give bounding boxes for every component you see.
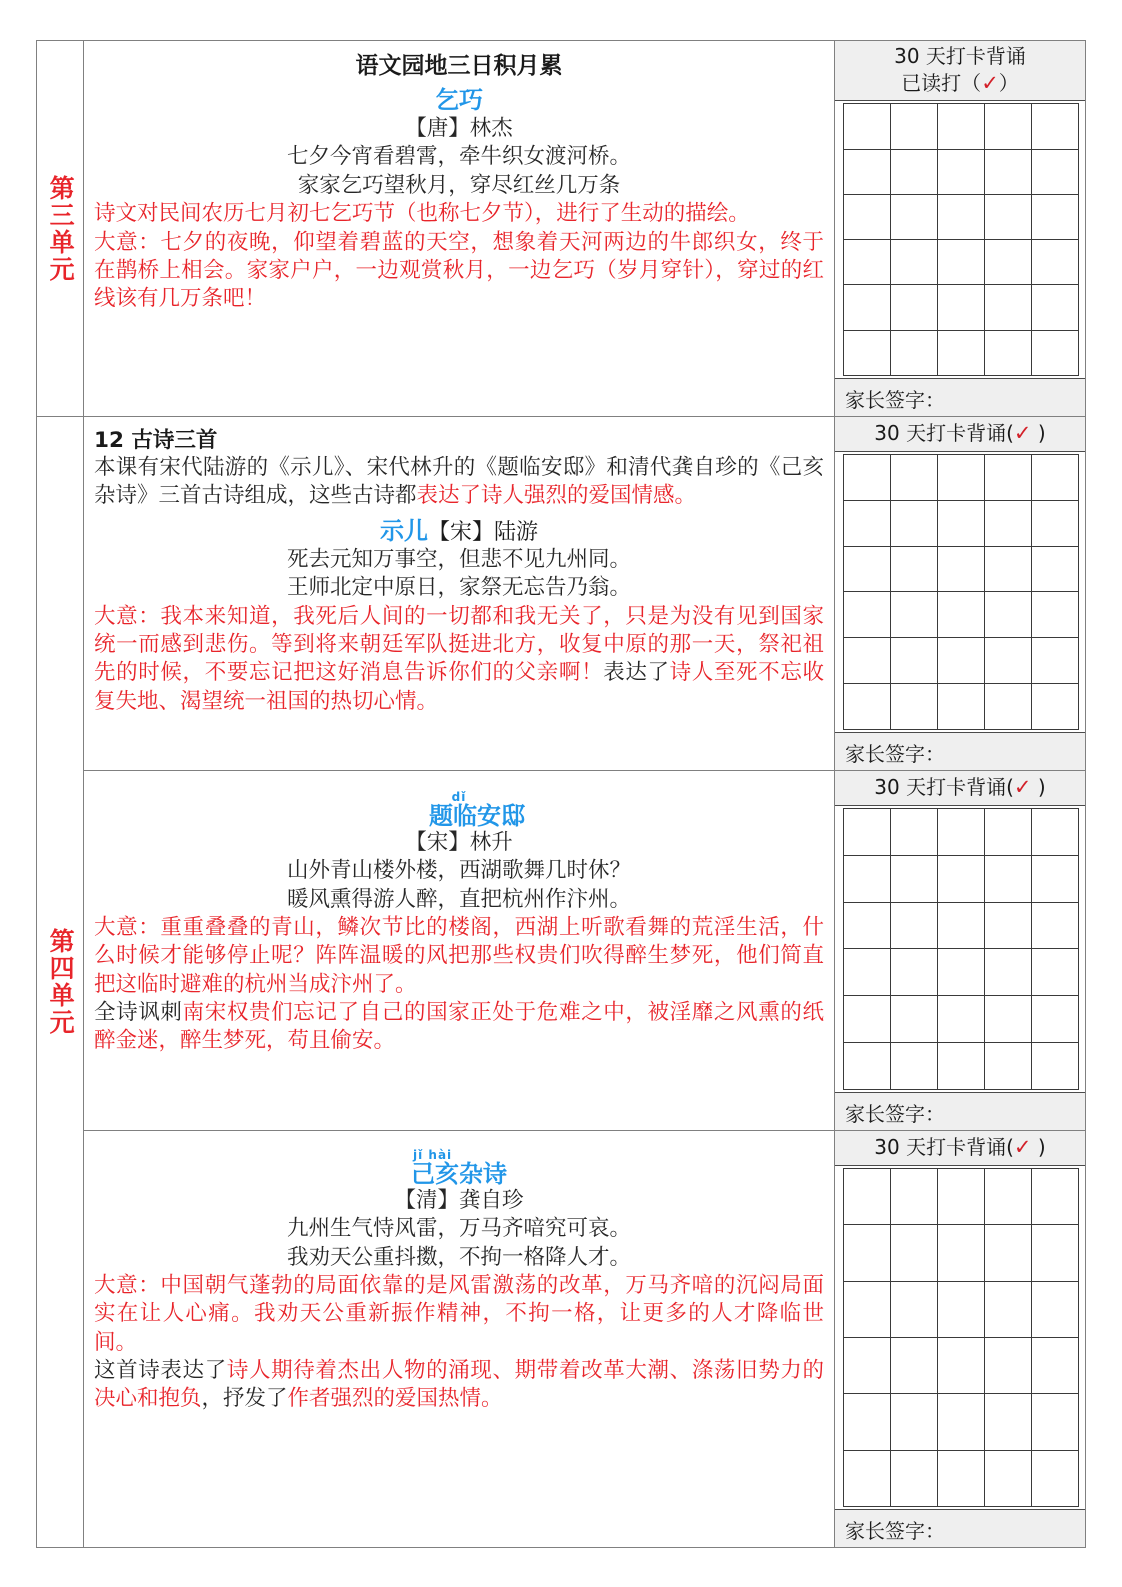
grid-cell[interactable] <box>844 809 891 856</box>
grid-cell[interactable] <box>1032 903 1079 950</box>
grid-cell[interactable] <box>985 1225 1032 1281</box>
grid-cell[interactable] <box>1032 455 1079 501</box>
grid-cell[interactable] <box>891 1338 938 1394</box>
grid-cell[interactable] <box>1032 684 1079 730</box>
tracker-header-1 <box>835 41 1085 101</box>
grid-cell[interactable] <box>938 331 985 376</box>
section2-meaning-red-1: 大意：我本来知道，我死后人间的一切都和我无关了，只是为没有见到国家统一而感到悲伤。等到将来朝廷军队挺进北方，收复中原的那一天，祭祀祖先的时候，不要忘记把这好消息告诉你们的父亲啊！ <box>94 603 824 686</box>
grid-cell[interactable] <box>938 547 985 593</box>
unit-cell-3 <box>37 41 83 417</box>
grid-cell[interactable] <box>891 638 938 684</box>
parent-signature-2[interactable]: 家长签字： <box>835 732 1085 770</box>
lesson-intro-red: 表达了诗人强烈的爱国情感。 <box>416 483 697 509</box>
section1-meaning: 大意：七夕的夜晚，仰望着碧蓝的天空，想象着天河两边的牛郎织女，终于在鹊桥上相会。家家户户，一边观赏秋月，一边乞巧（岁月穿针），穿过的红线该有几万条吧！ <box>94 229 824 312</box>
tracker-header-3-suffix: ) <box>1031 775 1046 799</box>
grid-cell[interactable] <box>938 455 985 501</box>
grid-cell[interactable] <box>891 150 938 195</box>
section3-comment-black: 全诗讽刺 <box>94 1000 183 1026</box>
check-icon: ✓ <box>981 70 999 95</box>
section4-poem-line-1: 九州生气恃风雷，万马齐喑究可哀。 <box>286 1216 631 1242</box>
grid-cell[interactable] <box>844 455 891 501</box>
tracker-grid-wrap-2 <box>835 452 1085 732</box>
section2-title-row <box>94 511 824 546</box>
section4-title-text <box>411 1162 507 1187</box>
grid-cell[interactable] <box>938 638 985 684</box>
tracker-block-1 <box>835 41 1085 417</box>
grid-cell[interactable] <box>844 240 891 285</box>
tracker-block-4 <box>835 1131 1085 1547</box>
grid-cell[interactable] <box>985 150 1032 195</box>
grid-cell[interactable] <box>891 1394 938 1450</box>
grid-cell[interactable] <box>891 195 938 240</box>
tracker-header-2 <box>835 417 1085 452</box>
grid-cell[interactable] <box>1032 809 1079 856</box>
grid-cell[interactable] <box>891 809 938 856</box>
section4-comment-black-2: ，抒发了 <box>201 1386 288 1412</box>
section3-meaning: 大意：重重叠叠的青山，鳞次节比的楼阁，西湖上听歌看舞的荒淫生活，什么时候才能够停止呢？阵阵温暖的风把那些权贵们吹得醉生梦死，他们简直把这临时避难的杭州当成汴州了。 <box>94 914 824 997</box>
grid-cell[interactable] <box>1032 547 1079 593</box>
content-column <box>84 41 835 1547</box>
unit-column <box>37 41 84 1547</box>
grid-cell[interactable] <box>844 195 891 240</box>
grid-cell[interactable] <box>844 592 891 638</box>
grid-cell[interactable] <box>938 856 985 903</box>
grid-cell[interactable] <box>844 331 891 376</box>
grid-cell[interactable] <box>1032 638 1079 684</box>
grid-cell[interactable] <box>1032 104 1079 149</box>
tracker-block-2 <box>835 417 1085 771</box>
tracker-grid-wrap-1 <box>835 101 1085 378</box>
grid-cell[interactable] <box>1032 240 1079 285</box>
grid-cell[interactable] <box>844 856 891 903</box>
grid-cell[interactable] <box>1032 1338 1079 1394</box>
section2-poem-line-2: 王师北定中原日，家祭无忘告乃翁。 <box>286 575 631 601</box>
grid-cell[interactable] <box>891 104 938 149</box>
tracker-grid-wrap-4 <box>835 1166 1085 1509</box>
grid-cell[interactable] <box>938 1338 985 1394</box>
section4-title-row <box>94 1149 824 1187</box>
grid-cell[interactable] <box>844 285 891 330</box>
tracker-header-1-prefix: 已读打（ <box>901 70 982 95</box>
section2-author: 【宋】陆游 <box>427 519 538 545</box>
grid-cell[interactable] <box>938 1451 985 1507</box>
tracker-header-2-suffix: ) <box>1031 421 1046 445</box>
section1-poem-line-2: 家家乞巧望秋月，穿尽红丝几万条 <box>297 172 621 198</box>
grid-cell[interactable] <box>938 903 985 950</box>
section4-comment <box>94 1357 824 1414</box>
grid-cell[interactable] <box>1032 856 1079 903</box>
tracker-grid-2[interactable] <box>843 454 1079 730</box>
grid-cell[interactable] <box>985 240 1032 285</box>
pinyin-jihai: jǐ hài <box>413 1148 453 1162</box>
grid-cell[interactable] <box>938 285 985 330</box>
section3-title-row <box>94 791 824 829</box>
grid-cell[interactable] <box>938 240 985 285</box>
grid-cell[interactable] <box>844 1338 891 1394</box>
section3-poem-title <box>411 790 525 830</box>
section1-poem-line-1: 七夕今宵看碧霄，牵牛织女渡河桥。 <box>286 144 631 170</box>
grid-cell[interactable] <box>938 996 985 1043</box>
grid-cell[interactable] <box>938 684 985 730</box>
grid-cell[interactable] <box>891 856 938 903</box>
check-icon: ✓ <box>1013 421 1032 445</box>
grid-cell[interactable] <box>891 501 938 547</box>
grid-cell[interactable] <box>844 996 891 1043</box>
grid-cell[interactable] <box>844 150 891 195</box>
unit-label-3: 第三单元 <box>46 174 76 283</box>
grid-cell[interactable] <box>985 949 1032 996</box>
grid-cell[interactable] <box>985 331 1032 376</box>
tracker-grid-1[interactable] <box>843 103 1079 376</box>
grid-cell[interactable] <box>985 996 1032 1043</box>
grid-cell[interactable] <box>985 1169 1032 1225</box>
grid-cell[interactable] <box>1032 1451 1079 1507</box>
grid-cell[interactable] <box>938 195 985 240</box>
grid-cell[interactable] <box>985 1394 1032 1450</box>
tracker-column <box>835 41 1085 1547</box>
grid-cell[interactable] <box>891 1225 938 1281</box>
check-icon: ✓ <box>1013 775 1032 799</box>
grid-cell[interactable] <box>938 809 985 856</box>
grid-cell[interactable] <box>844 1282 891 1338</box>
grid-cell[interactable] <box>844 949 891 996</box>
section-jihaizashi <box>84 1131 834 1547</box>
grid-cell[interactable] <box>938 1394 985 1450</box>
tracker-grid-3[interactable] <box>843 808 1079 1090</box>
grid-cell[interactable] <box>985 285 1032 330</box>
grid-cell[interactable] <box>844 1169 891 1225</box>
grid-cell[interactable] <box>844 1043 891 1090</box>
grid-cell[interactable] <box>1032 1282 1079 1338</box>
grid-cell[interactable] <box>1032 1394 1079 1450</box>
grid-cell[interactable] <box>1032 331 1079 376</box>
section4-title-pinyin-part: 己亥 <box>411 1160 459 1188</box>
section3-author: 【宋】林升 <box>405 829 513 855</box>
grid-cell[interactable] <box>985 1451 1032 1507</box>
section-shier <box>84 417 834 771</box>
grid-cell[interactable] <box>985 592 1032 638</box>
grid-cell[interactable] <box>1032 1169 1079 1225</box>
tracker-header-4 <box>835 1131 1085 1166</box>
grid-cell[interactable] <box>1032 996 1079 1043</box>
grid-cell[interactable] <box>985 195 1032 240</box>
tracker-header-4-suffix: ) <box>1031 1135 1046 1159</box>
tracker-header-3 <box>835 771 1085 806</box>
section4-meaning: 大意：中国朝气蓬勃的局面依靠的是风雷激荡的改革，万马齐喑的沉闷局面实在让人心痛。我劝天公重新振作精神，不拘一格，让更多的人才降临世间。 <box>94 1272 824 1355</box>
section2-poem-title: 示儿 <box>379 516 428 545</box>
check-icon: ✓ <box>1013 1135 1032 1159</box>
section-qiqiao <box>84 41 834 417</box>
pinyin-di: dǐ <box>451 790 467 804</box>
grid-cell[interactable] <box>938 104 985 149</box>
grid-cell[interactable] <box>1032 150 1079 195</box>
section1-author: 【唐】林杰 <box>405 116 513 141</box>
unit-cell-4 <box>37 417 83 1547</box>
section4-title-rest: 杂诗 <box>459 1160 507 1188</box>
grid-cell[interactable] <box>985 903 1032 950</box>
section1-note: 诗文对民间农历七月初七乞巧节（也称七夕节），进行了生动的描绘。 <box>94 201 750 227</box>
grid-cell[interactable] <box>891 331 938 376</box>
grid-cell[interactable] <box>891 240 938 285</box>
grid-cell[interactable] <box>891 1043 938 1090</box>
grid-cell[interactable] <box>1032 195 1079 240</box>
lesson-intro-black: 本课有宋代陆游的《示儿》、宋代林升的《题临安邸》和清代龚自珍的《己亥杂诗》三首古诗组成，这些古诗都 <box>94 455 824 509</box>
section3-title-text <box>411 802 525 830</box>
tracker-header-4-prefix: 30 天打卡背诵( <box>874 1135 1014 1159</box>
grid-cell[interactable] <box>891 1451 938 1507</box>
section2-poem-line-1: 死去元知万事空，但悲不见九州同。 <box>286 546 631 572</box>
grid-cell[interactable] <box>938 1225 985 1281</box>
parent-signature-1[interactable]: 家长签字： <box>835 378 1085 416</box>
grid-cell[interactable] <box>891 949 938 996</box>
parent-signature-4[interactable]: 家长签字： <box>835 1509 1085 1547</box>
grid-cell[interactable] <box>938 1169 985 1225</box>
grid-cell[interactable] <box>891 1169 938 1225</box>
lesson-intro <box>94 454 824 511</box>
grid-cell[interactable] <box>985 1282 1032 1338</box>
tracker-header-1-line2 <box>837 70 1083 97</box>
tracker-header-3-prefix: 30 天打卡背诵( <box>874 775 1014 799</box>
grid-cell[interactable] <box>985 638 1032 684</box>
tracker-block-3 <box>835 771 1085 1131</box>
grid-cell[interactable] <box>844 638 891 684</box>
grid-cell[interactable] <box>891 592 938 638</box>
section3-poem-line-1: 山外青山楼外楼，西湖歌舞几时休？ <box>286 858 631 884</box>
section2-meaning-red-2: 诗人至死不忘收复失地、渴望统一祖国的热切心情。 <box>94 660 824 714</box>
grid-cell[interactable] <box>891 455 938 501</box>
tracker-grid-wrap-3 <box>835 806 1085 1092</box>
grid-cell[interactable] <box>938 592 985 638</box>
grid-cell[interactable] <box>844 104 891 149</box>
grid-cell[interactable] <box>938 1043 985 1090</box>
section4-author: 【清】龚自珍 <box>394 1187 524 1213</box>
grid-cell[interactable] <box>891 1282 938 1338</box>
section2-meaning <box>94 603 824 717</box>
section1-poem-title: 乞巧 <box>435 86 483 114</box>
section3-comment <box>94 999 824 1056</box>
section3-title-prefix: 题临安 <box>429 802 501 830</box>
grid-cell[interactable] <box>1032 285 1079 330</box>
grid-cell[interactable] <box>938 949 985 996</box>
grid-cell[interactable] <box>891 996 938 1043</box>
section4-comment-red-1: 诗人期待着杰出人物的涌现、期带着改革大潮、涤荡旧势力的决心和抱负 <box>94 1358 824 1412</box>
grid-cell[interactable] <box>938 1282 985 1338</box>
tracker-grid-4[interactable] <box>843 1168 1079 1507</box>
grid-cell[interactable] <box>844 501 891 547</box>
grid-cell[interactable] <box>844 1225 891 1281</box>
grid-cell[interactable] <box>844 547 891 593</box>
grid-cell[interactable] <box>891 903 938 950</box>
tracker-header-2-prefix: 30 天打卡背诵( <box>874 421 1014 445</box>
grid-cell[interactable] <box>844 684 891 730</box>
tracker-header-1-line1: 30 天打卡背诵 <box>894 44 1026 68</box>
section1-title: 语文园地三日积月累 <box>355 53 563 79</box>
grid-cell[interactable] <box>938 150 985 195</box>
grid-cell[interactable] <box>1032 949 1079 996</box>
section4-poem-line-2: 我劝天公重抖擞，不拘一格降人才。 <box>286 1244 631 1270</box>
worksheet-page <box>36 40 1086 1548</box>
unit-label-4: 第四单元 <box>46 928 76 1036</box>
grid-cell[interactable] <box>844 903 891 950</box>
grid-cell[interactable] <box>844 1451 891 1507</box>
section-tilinandi <box>84 771 834 1131</box>
grid-cell[interactable] <box>985 501 1032 547</box>
grid-cell[interactable] <box>985 1338 1032 1394</box>
section3-poem-line-2: 暖风熏得游人醉，直把杭州作汴州。 <box>286 886 631 912</box>
grid-cell[interactable] <box>844 1394 891 1450</box>
grid-cell[interactable] <box>1032 592 1079 638</box>
section3-comment-red: 南宋权贵们忘记了自己的国家正处于危难之中，被淫靡之风熏的纸醉金迷，醉生梦死，苟且偷安。 <box>94 1000 824 1054</box>
grid-cell[interactable] <box>1032 1225 1079 1281</box>
section4-comment-red-2: 作者强烈的爱国热情。 <box>287 1386 503 1412</box>
grid-cell[interactable] <box>1032 501 1079 547</box>
grid-cell[interactable] <box>985 547 1032 593</box>
grid-cell[interactable] <box>891 684 938 730</box>
grid-cell[interactable] <box>1032 1043 1079 1090</box>
grid-cell[interactable] <box>891 547 938 593</box>
lesson-heading: 12 古诗三首 <box>94 428 218 453</box>
grid-cell[interactable] <box>985 455 1032 501</box>
section2-meaning-black: 表达了 <box>603 660 670 686</box>
grid-cell[interactable] <box>985 1043 1032 1090</box>
tracker-header-1-suffix: ） <box>998 70 1019 95</box>
grid-cell[interactable] <box>985 684 1032 730</box>
grid-cell[interactable] <box>985 856 1032 903</box>
parent-signature-3[interactable]: 家长签字： <box>835 1092 1085 1130</box>
section4-poem-title <box>411 1149 507 1187</box>
grid-cell[interactable] <box>985 104 1032 149</box>
section4-comment-black: 这首诗表达了 <box>94 1358 227 1384</box>
section3-title-pinyin-char: 邸 <box>501 802 525 830</box>
grid-cell[interactable] <box>891 285 938 330</box>
grid-cell[interactable] <box>985 809 1032 856</box>
grid-cell[interactable] <box>938 501 985 547</box>
